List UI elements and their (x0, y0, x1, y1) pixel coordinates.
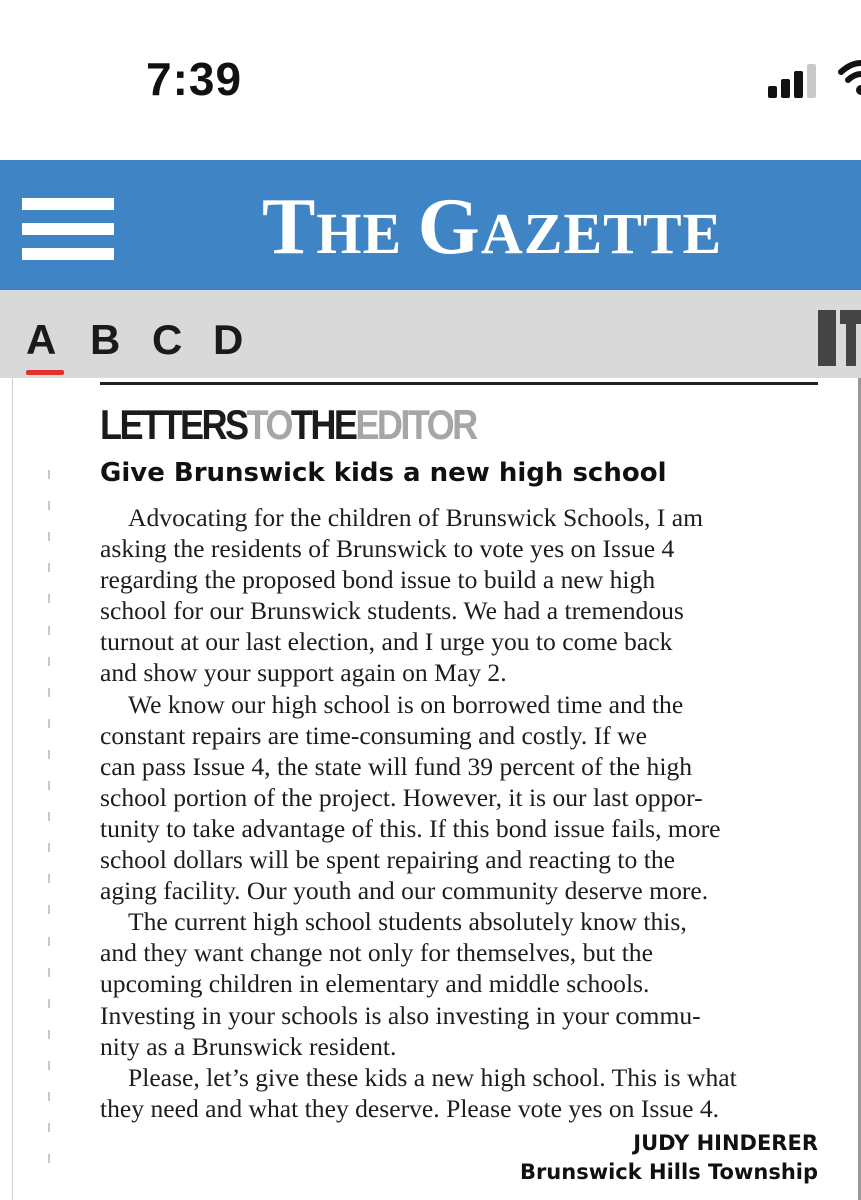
gutter-tick (48, 626, 50, 635)
body-line: We know our high school is on borrowed time and the (128, 689, 684, 719)
title-rest-azette: AZETTE (480, 201, 723, 266)
body-line: upcoming children in elementary and middle schools. (100, 969, 650, 999)
body-line: aging facility. Our youth and our community deserve more. (100, 876, 709, 906)
body-line: Advocating for the children of Brunswick Schools, I am (128, 503, 704, 532)
wifi-icon (838, 60, 861, 96)
section-header-part: EDITOR (355, 401, 476, 448)
gutter-tick (48, 1123, 50, 1132)
body-line: turnout at our last election, and I urge you to come back (100, 627, 673, 657)
next-page-thumbnail-icon[interactable] (818, 310, 861, 366)
gutter-tick (48, 874, 50, 883)
title-initial-g: G (417, 183, 481, 271)
letter-signature (520, 1129, 818, 1187)
body-line: and show your support again on May 2. (100, 658, 507, 688)
newspaper-title[interactable] (262, 182, 842, 272)
body-line: school portion of the project. However, it is our last oppor- (100, 782, 703, 812)
gutter-tick (48, 968, 50, 977)
tab-d[interactable]: D (213, 316, 244, 363)
status-time: 7:39 (146, 53, 243, 105)
body-line: asking the residents of Brunswick to vote yes on Issue 4 (100, 534, 675, 564)
article-headline: Give Brunswick kids a new high school (100, 458, 667, 488)
body-line: tunity to take advantage of this. If this bond issue fails, more (100, 813, 721, 843)
tab-a[interactable]: A (26, 316, 57, 363)
gutter-tick (48, 905, 50, 914)
title-initial-t: T (262, 183, 317, 271)
body-line: The current high school students absolutely know this, (128, 907, 687, 937)
body-line: school dollars will be spent repairing and reacting to the (100, 845, 675, 875)
tab-c[interactable]: C (152, 316, 183, 363)
section-header-part: LETTERS (100, 401, 247, 448)
gutter-tick (48, 750, 50, 759)
gutter-tick (48, 563, 50, 572)
body-line: can pass Issue 4, the state will fund 39 percent of the high (100, 751, 693, 781)
cellular-signal-icon (768, 62, 824, 98)
masthead (0, 160, 861, 290)
active-tab-indicator (26, 370, 64, 375)
body-line: regarding the proposed bond issue to build a new high (100, 565, 656, 595)
gutter-tick (48, 781, 50, 790)
author-name: JUDY HINDERER (633, 1131, 818, 1155)
status-bar (0, 0, 861, 160)
section-header-part: THE (290, 401, 356, 448)
page-tab-bar (0, 290, 861, 378)
section-header-letters-to-the-editor (100, 400, 476, 450)
gutter-tick (48, 812, 50, 821)
gutter-tick (48, 594, 50, 603)
page-left-edge (12, 378, 13, 1200)
gutter-tick (48, 1030, 50, 1039)
gutter-tick (48, 843, 50, 852)
gutter-tick (48, 999, 50, 1008)
body-line: constant repairs are time-consuming and costly. If we (100, 720, 648, 750)
gutter-tick (48, 501, 50, 510)
body-line: nity as a Brunswick resident. (100, 1031, 397, 1061)
gutter-tick (48, 470, 50, 479)
section-header-part: TO (246, 401, 291, 448)
title-rest-he: HE (316, 201, 403, 266)
gutter-tick (48, 1154, 50, 1163)
gutter-tick (48, 688, 50, 697)
gutter-tick (48, 1061, 50, 1070)
body-line: school for our Brunswick students. We had a tremendous (100, 596, 684, 626)
body-line: Please, let’s give these kids a new high school. This is what (128, 1062, 737, 1092)
author-location: Brunswick Hills Township (519, 1160, 818, 1184)
article-body (100, 502, 820, 1124)
body-line: Investing in your schools is also investing in your commu- (100, 1000, 701, 1030)
section-top-rule (100, 382, 818, 385)
gutter-tick (48, 657, 50, 666)
gutter-tick (48, 1092, 50, 1101)
hamburger-menu-icon[interactable] (22, 198, 114, 260)
gutter-tick (48, 937, 50, 946)
gutter-tick (48, 532, 50, 541)
body-line: and they want change not only for themselves, but the (100, 938, 653, 968)
body-line: they need and what they deserve. Please vote yes on Issue 4. (100, 1093, 720, 1123)
gutter-tick (48, 719, 50, 728)
tab-b[interactable]: B (90, 316, 121, 363)
